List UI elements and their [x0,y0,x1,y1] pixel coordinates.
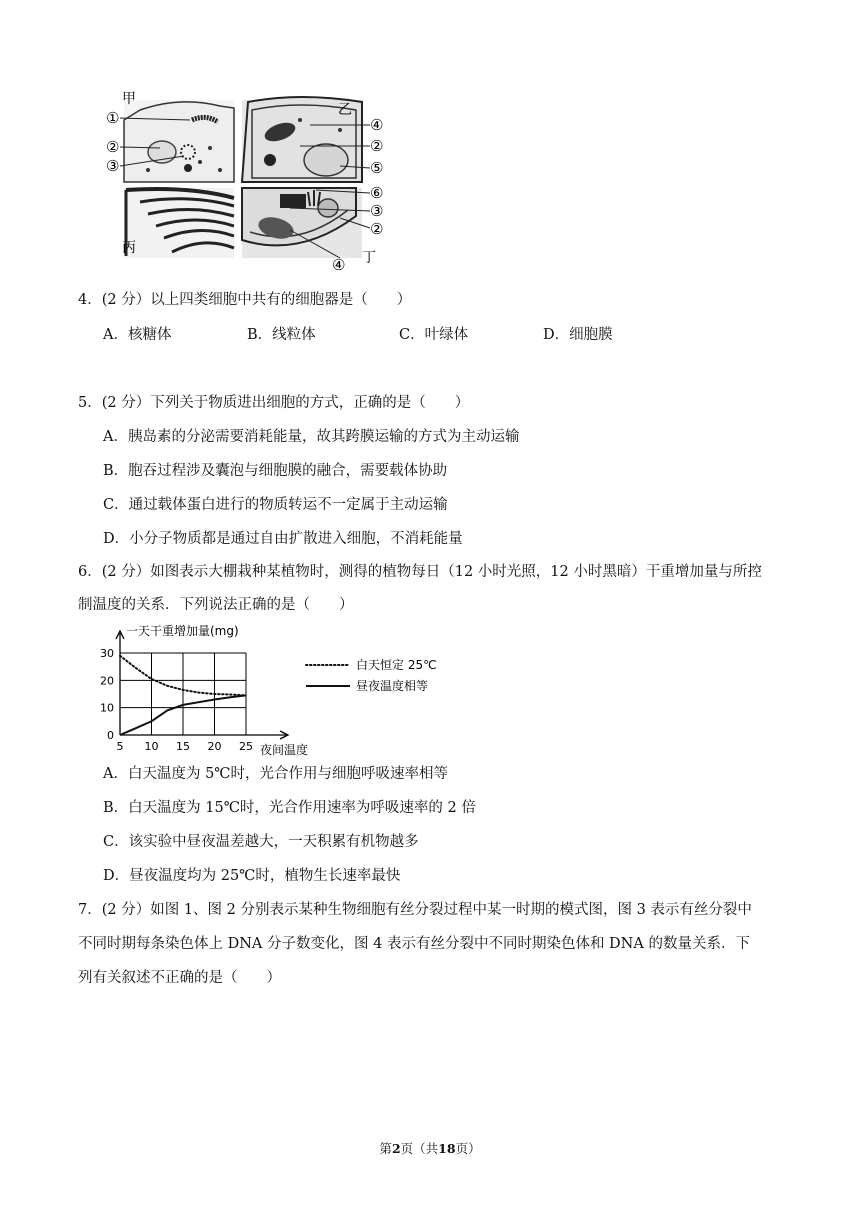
y-tick-label: 20 [100,674,114,688]
q4-option-a: A．核糖体 [103,327,172,343]
y-tick-label: 30 [100,647,114,660]
marker-ding-4: ④ [332,256,346,272]
q5-stem: 5．(2 分）下列关于物质进出细胞的方式，正确的是（ ） [78,395,470,411]
marker-yi-1: ④ [370,116,384,134]
q5-option-b: B．胞吞过程涉及囊泡与细胞膜的融合，需要载体协助 [103,463,448,479]
x-axis-label: 夜间温度 [260,743,309,757]
label-bing: 丙 [122,240,136,256]
y-tick-label: 0 [107,729,114,742]
q6-stem-2: 制温度的关系．下列说法正确的是（ ） [78,597,354,613]
label-ding: 丁 [362,250,376,266]
x-tick-label: 20 [207,740,222,753]
marker-jia-3: ③ [106,157,120,175]
q7-stem-3: 列有关叙述不正确的是（ ） [78,970,281,986]
panel-bing [124,188,234,258]
label-yi: 乙 [338,102,352,118]
footer-suffix: 页） [455,1141,481,1156]
footer-prefix: 第 [379,1141,392,1156]
q4-option-b: B．线粒体 [247,327,316,343]
x-tick-label: 25 [239,740,253,753]
legend-label: 昼夜温度相等 [356,679,429,693]
marker-yi-2: ② [370,137,384,155]
panel-jia [120,100,234,182]
cell-figure [100,90,390,272]
q6-option-b: B．白天温度为 15℃时，光合作用速率为呼吸速率的 2 倍 [103,800,476,816]
footer-total: 18 [438,1141,456,1156]
q4-option-d: D．细胞膜 [543,327,613,343]
marker-yi-3: ⑤ [370,159,384,177]
x-tick-label: 5 [116,740,124,753]
label-jia: 甲 [122,91,136,107]
marker-jia-1: ① [106,109,120,127]
y-tick-label: 10 [100,701,114,715]
q6-stem-1: 6．(2 分）如图表示大棚栽种某植物时，测得的植物每日（12 小时光照，12 小时黑暗）干重增加量与所控 [78,564,762,580]
x-tick-label: 15 [176,740,190,753]
page-footer [0,1139,860,1157]
footer-page: 2 [391,1141,401,1156]
x-tick-label: 10 [144,740,159,753]
q5-option-d: D．小分子物质都是通过自由扩散进入细胞，不消耗能量 [103,531,463,547]
q5-option-a: A．胰岛素的分泌需要消耗能量，故其跨膜运输的方式为主动运输 [103,429,520,445]
q6-option-a: A．白天温度为 5℃时，光合作用与细胞呼吸速率相等 [103,766,449,782]
y-axis-label: 一天干重增加量(mg) [126,624,239,638]
legend-label: 白天恒定 25℃ [356,658,437,672]
q4-stem: 4．(2 分）以上四类细胞中共有的细胞器是（ ） [78,292,412,308]
marker-jia-2: ② [106,138,120,156]
q5-option-c: C．通过载体蛋白进行的物质转运不一定属于主动运输 [103,497,448,513]
footer-mid: 页（共 [400,1141,439,1156]
dry-weight-chart [98,623,458,758]
panel-ding [242,188,370,258]
q6-option-d: D．昼夜温度均为 25℃时，植物生长速率最快 [103,868,401,884]
q7-stem-1: 7．(2 分）如图 1、图 2 分别表示某种生物细胞有丝分裂过程中某一时期的模式图，图 3 表示有丝分裂中 [78,902,752,918]
q6-option-c: C．该实验中昼夜温差越大，一天积累有机物越多 [103,834,419,850]
q4-option-c: C．叶绿体 [399,327,469,343]
marker-ding-1: ⑥ [370,184,384,202]
marker-ding-3: ② [370,220,384,238]
marker-ding-2: ③ [370,202,384,220]
q7-stem-2: 不同时期每条染色体上 DNA 分子数变化，图 4 表示有丝分裂中不同时期染色体和 DNA 的数量关系．下 [78,936,750,952]
